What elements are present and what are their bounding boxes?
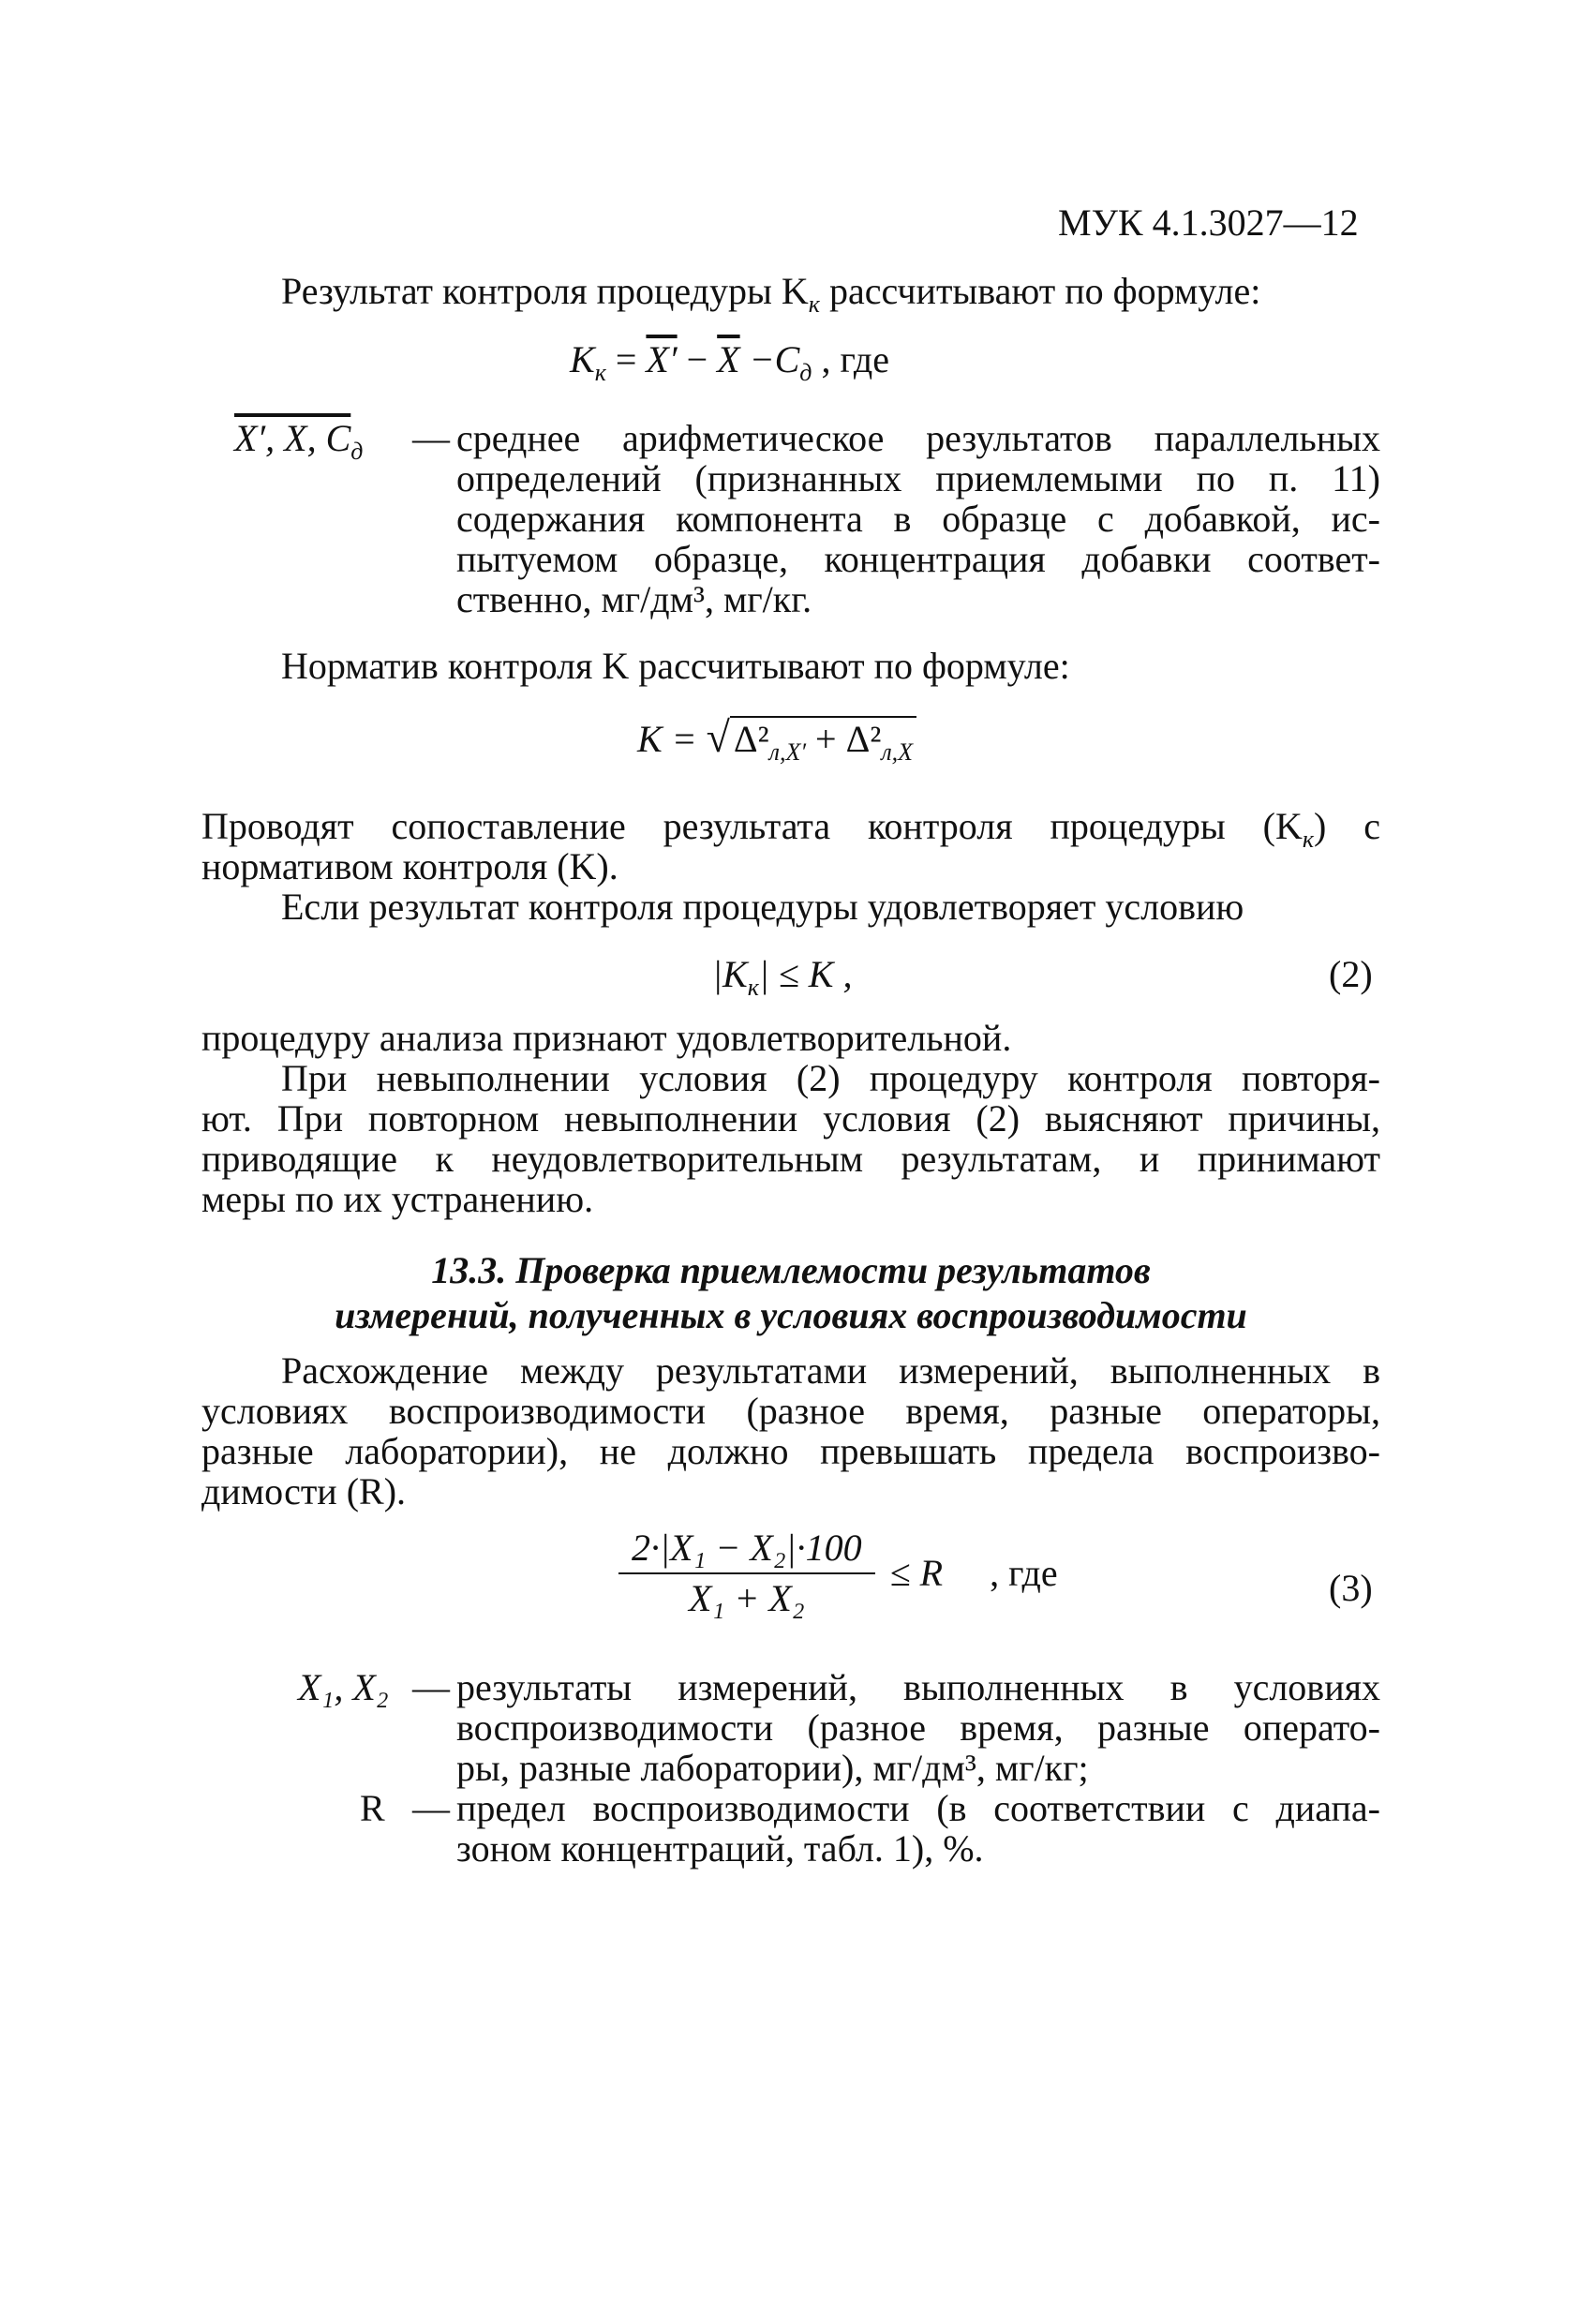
intro-tail: рассчитывают по формуле: xyxy=(819,270,1261,312)
condition-formula xyxy=(712,954,853,1008)
norm-formula-k: K = xyxy=(637,718,707,760)
fraction xyxy=(618,1527,875,1619)
fraction-numerator: 2·|X₁ − X₂|·100 xyxy=(618,1527,875,1574)
def-line: ственно, мг/дм³, мг/кг. xyxy=(456,578,812,620)
def-line: определений (признанных приемлемыми по п. 11) xyxy=(456,457,1380,499)
satisfactory-text: процедуру анализа признают удовлетворительной. xyxy=(201,1017,1012,1059)
norm-formula xyxy=(637,713,916,773)
para-line: Расхождение между результатами измерений, выполненных в xyxy=(281,1349,1380,1392)
para-line: приводящие к неудовлетворительным результатам, и принимают xyxy=(201,1138,1380,1180)
fraction-denominator: X₁ + X₂ xyxy=(689,1577,805,1619)
formula-where-2: , где xyxy=(990,1552,1058,1594)
def-term-text: X′, X, C xyxy=(234,417,351,459)
para-line: условиях воспроизводимости (разное время, разные операторы, xyxy=(201,1390,1380,1432)
para-line-tail: ) с xyxy=(1314,805,1381,847)
def-line: результаты измерений, выполненных в условиях xyxy=(456,1666,1380,1708)
definition-dash: — xyxy=(412,417,450,459)
section-heading xyxy=(201,1248,1380,1338)
cond-tail: | ≤ K , xyxy=(758,953,853,995)
le-r: ≤ R xyxy=(889,1552,944,1594)
def-line: содержания компонента в образце с добавкой, ис- xyxy=(456,498,1380,540)
def-line: предел воспроизводимости (в соответствии с диапа- xyxy=(456,1787,1380,1829)
delta-2: + Δ² xyxy=(806,718,882,760)
formula-x-prime: X′ xyxy=(646,338,678,380)
para-line-sub: к xyxy=(1302,826,1315,853)
delta-1-sub: л,X′ xyxy=(768,738,807,766)
def-term-sub: д xyxy=(350,438,364,465)
condition-intro: Если результат контроля процедуры удовлетворяет условию xyxy=(281,886,1244,928)
intro-text: Результат контроля процедуры K xyxy=(281,270,809,312)
definition-dash-1: — xyxy=(412,1666,450,1708)
def1-term-text: X₁, X₂ xyxy=(298,1666,389,1708)
def-line: зоном концентраций, табл. 1), %. xyxy=(456,1827,984,1870)
formula-x: $\overline{X}$ xyxy=(717,338,740,380)
def-line: пытуемом образце, концентрация добавки соответ- xyxy=(456,538,1380,580)
delta-1: Δ² xyxy=(733,718,769,760)
reproducibility-paragraph xyxy=(201,1350,1380,1512)
section-heading-line-2: измерений, полученных в условиях воспроизводимости xyxy=(335,1294,1247,1336)
definition-term-x1x2 xyxy=(298,1667,389,1708)
sqrt-symbol: √ xyxy=(706,713,730,761)
def-line: среднее арифметическое результатов параллельных xyxy=(456,417,1380,459)
formula-lhs: K xyxy=(570,338,595,380)
norm-intro-text: Норматив контроля K рассчитывают по формуле: xyxy=(281,645,1070,687)
formula-eq: = xyxy=(605,338,647,380)
definition-term-r: R xyxy=(360,1787,385,1829)
definition-dash-2: — xyxy=(412,1787,450,1829)
document-code-header: МУК 4.1.3027—12 xyxy=(1058,201,1359,244)
equation-number-3: (3) xyxy=(1329,1567,1373,1609)
delta-2-sub: л,X xyxy=(881,738,914,766)
definition-text-r xyxy=(456,1788,1380,1869)
para-line: разные лаборатории), не должно превышать предела воспроизво- xyxy=(201,1430,1380,1472)
formula-where: , где xyxy=(812,338,889,380)
control-result-formula xyxy=(570,339,889,394)
cond-sub: к xyxy=(747,974,759,1001)
cond-k: |K xyxy=(712,953,748,995)
reproducibility-formula xyxy=(618,1527,1058,1619)
para-line: димости (R). xyxy=(201,1470,407,1512)
def-line: воспроизводимости (разное время, разные операто- xyxy=(456,1706,1380,1749)
formula-minus-c: −C xyxy=(739,338,800,380)
equation-number-2: (2) xyxy=(1329,953,1373,995)
comparison-line-2: нормативом контроля (K). xyxy=(201,845,618,887)
para-line: При невыполнении условия (2) процедуру контроля повторя- xyxy=(281,1057,1380,1099)
definition-text-x1x2 xyxy=(456,1667,1380,1788)
failure-paragraph xyxy=(201,1058,1380,1219)
formula-lhs-sub: к xyxy=(594,359,606,386)
def-line: ры, разные лаборатории), мг/дм³, мг/кг; xyxy=(456,1747,1089,1789)
section-heading-line-1: 13.3. Проверка приемлемости результатов xyxy=(431,1249,1151,1291)
formula-minus-1: − xyxy=(677,338,718,380)
definition-term-means xyxy=(234,418,363,472)
definition-text-means xyxy=(456,418,1380,619)
sqrt-radicand xyxy=(730,716,916,766)
intro-sub: к xyxy=(808,290,820,318)
para-line: ют. При повторном невыполнении условия (2) выясняют причины, xyxy=(201,1097,1380,1140)
para-line-text: Проводят сопоставление результата контроля процедуры (K xyxy=(201,805,1303,847)
para-line: меры по их устранению. xyxy=(201,1178,594,1220)
formula-intro-text xyxy=(281,271,1260,325)
formula-c-sub: д xyxy=(799,359,812,386)
